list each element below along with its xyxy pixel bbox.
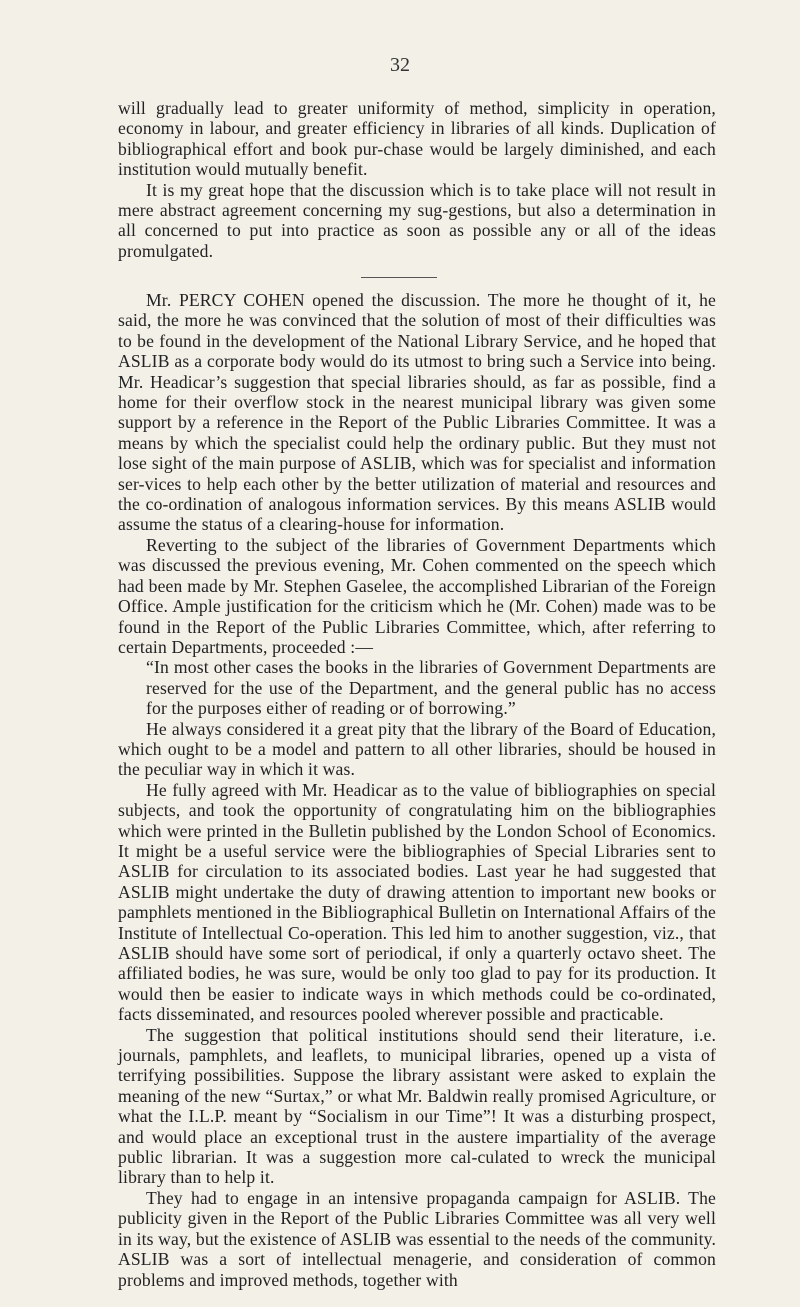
closing-paragraphs [118, 98, 716, 261]
quotation: “In most other cases the books in the libraries of Government Departments are reserved for the use of the Department, and the general public has no access for the purposes either of reading or of borrowing.” [146, 657, 716, 719]
paragraph: will gradually lead to greater uniformity of method, simplicity in operation, economy in labour, and greater efficiency in libraries of all kinds. Duplication of bibliographical effort and book pur-chase would be largely diminished, and each institution would mutually benefit. [118, 98, 716, 180]
discussion-section [118, 290, 716, 1290]
paragraph: They had to engage in an intensive propaganda campaign for ASLIB. The publicity given in the Report of the Public Libraries Committee was all very well in its way, but the existence of ASLIB was essential to the needs of the community. ASLIB was a sort of intellectual menagerie, and consideration of common problems and improved methods, together with [118, 1187, 716, 1290]
page-number: 32 [390, 54, 410, 76]
paragraph: He always considered it a great pity that the library of the Board of Education, which ought to be a model and pattern to all other libraries, should be housed in the peculiar way in which it was. [118, 718, 716, 780]
paragraph: Reverting to the subject of the libraries of Government Departments which was discussed the previous evening, Mr. Cohen commented on the speech which had been made by Mr. Stephen Gaselee, the accomplished Librarian of the Foreign Office. Ample justification for the criticism which he (Mr. Cohen) made was to be found in the Report of the Public Libraries Committee, which, after referring to certain Departments, proceeded :— [118, 534, 716, 657]
paragraph: He fully agreed with Mr. Headicar as to the value of bibliographies on special subjects, and took the opportunity of congratulating him on the bibliographies which were printed in the Bulletin published by the London School of Economics. It might be a useful service were the bibliographies of Special Libraries sent to ASLIB for circulation to its associated bodies. Last year he had suggested that ASLIB might undertake the duty of drawing attention to important new books or pamphlets mentioned in the Bibliographical Bulletin on International Affairs of the Institute of Intellectual Co-operation. This led him to another suggestion, viz., that ASLIB should have some sort of periodical, if only a quarterly octavo sheet. The affiliated bodies, he was sure, would be only too glad to pay for its production. It would then be easier to indicate ways in which methods could be co-ordinated, facts disseminated, and resources pooled wherever possible and practicable. [118, 779, 716, 1025]
section-divider [361, 277, 437, 278]
paragraph: Mr. PERCY COHEN opened the discussion. The more he thought of it, he said, the more he was convinced that the solution of most of their difficulties was to be found in the development of the National Library Service, and he hoped that ASLIB as a corporate body would do its utmost to bring such a Service into being. Mr. Headicar’s suggestion that special libraries should, as far as possible, find a home for their overflow stock in the nearest municipal library was given some support by a reference in the Report of the Public Libraries Committee. It was a means by which the specialist could help the ordinary public. But they must not lose sight of the main purpose of ASLIB, which was for specialist and information ser-vices to help each other by the better utilization of material and resources and the co-ordination of analogous information services. By this means ASLIB would assume the status of a clearing-house for information. [118, 290, 716, 535]
paragraph: The suggestion that political institutions should send their literature, i.e. journals, pamphlets, and leaflets, to municipal libraries, opened up a vista of terrifying possibilities. Suppose the library assistant were asked to explain the meaning of the new “Surtax,” or what Mr. Baldwin really promised Agriculture, or what the I.L.P. meant by “Socialism in our Time”! It was a disturbing prospect, and would place an exceptional trust in the austere impartiality of the average public librarian. It was a suggestion more cal-culated to wreck the municipal library than to help it. [118, 1024, 716, 1188]
paragraph: It is my great hope that the discussion which is to take place will not result in mere abstract agreement concerning my sug-gestions, but also a determination in all concerned to put into practice as soon as possible any or all of the ideas promulgated. [118, 179, 716, 261]
